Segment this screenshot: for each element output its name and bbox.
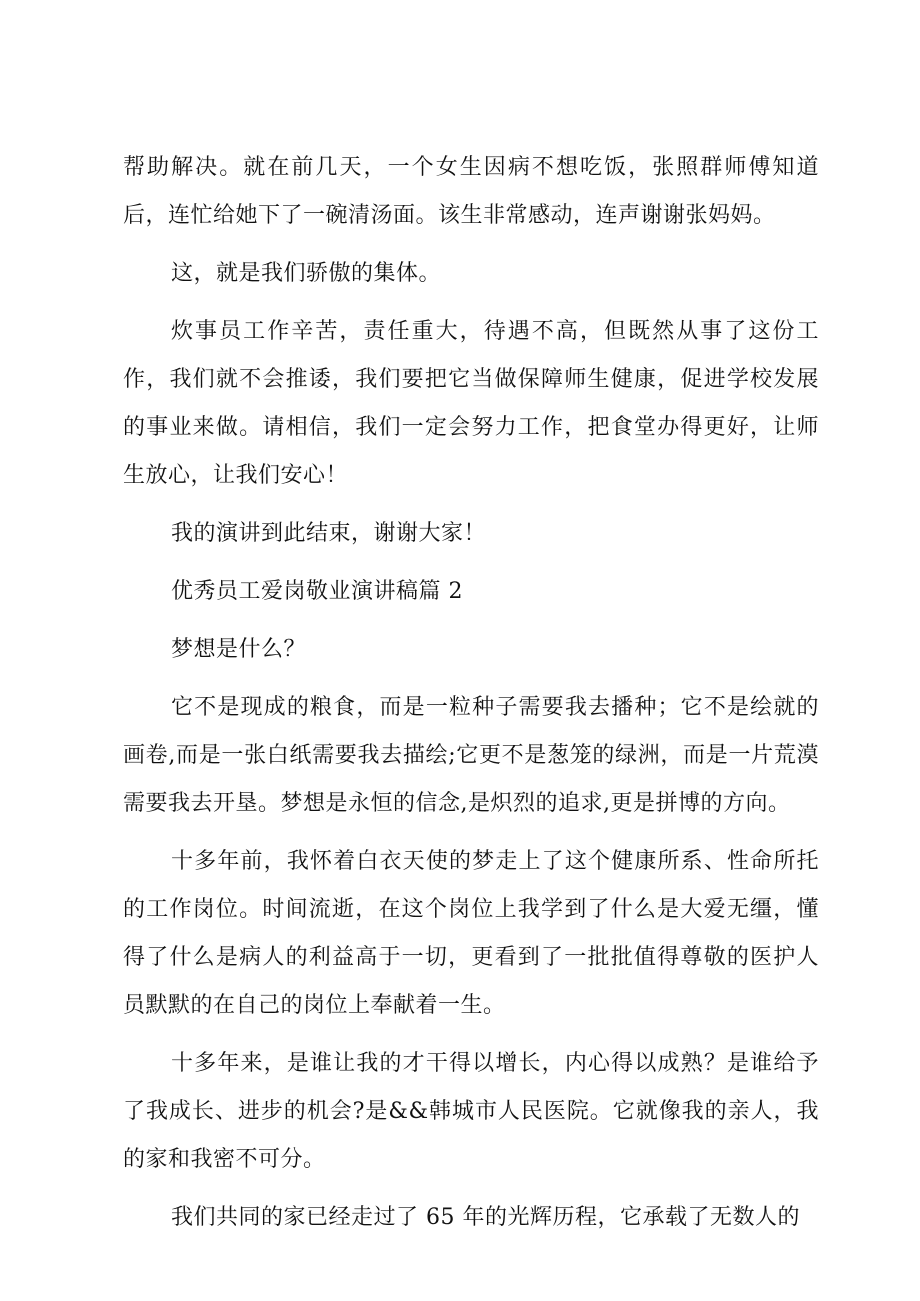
- paragraph-6: 梦想是什么？: [171, 637, 307, 662]
- document-body: [123, 144, 819, 1252]
- paragraph-1: 帮助解决。就在前几天，一个女生因病不想吃饭，张照群师傅知道后，连忙给她下了一碗清汤面。该生非常感动，连声谢谢张妈妈。: [123, 155, 819, 228]
- paragraph-9: 十多年来，是谁让我的才干得以增长，内心得以成熟？是谁给予了我成长、进步的机会?是&&韩城市人民医院。它就像我的亲人，我的家和我密不可分。: [123, 1051, 819, 1172]
- paragraph-10: 我们共同的家已经走过了 65 年的光辉历程，它承载了无数人的: [171, 1205, 800, 1230]
- section-heading: 优秀员工爱岗敬业演讲稿篇 2: [171, 579, 463, 604]
- paragraph-8: 十多年前，我怀着白衣天使的梦走上了这个健康所系、性命所托的工作岗位。时间流逝，在这个岗位上我学到了什么是大爱无缰，懂得了什么是病人的利益高于一切，更看到了一批批值得尊敬的医护人员默默的在自己的岗位上奉献着一生。: [123, 849, 819, 1018]
- paragraph-2: 这，就是我们骄傲的集体。: [171, 261, 442, 286]
- paragraph-7: 它不是现成的粮食，而是一粒种子需要我去播种；它不是绘就的画卷,而是一张白纸需要我去描绘;它更不是葱笼的绿洲，而是一片荒漠需要我去开垦。梦想是永恒的信念,是炽烈的追求,更是拼博的方向。: [123, 695, 819, 816]
- paragraph-4: 我的演讲到此结束，谢谢大家！: [171, 521, 487, 546]
- paragraph-3: 炊事员工作辛苦，责任重大，待遇不高，但既然从事了这份工作，我们就不会推诿，我们要把它当做保障师生健康，促进学校发展的事业来做。请相信，我们一定会努力工作，把食堂办得更好，让师生放心，让我们安心！: [123, 319, 819, 488]
